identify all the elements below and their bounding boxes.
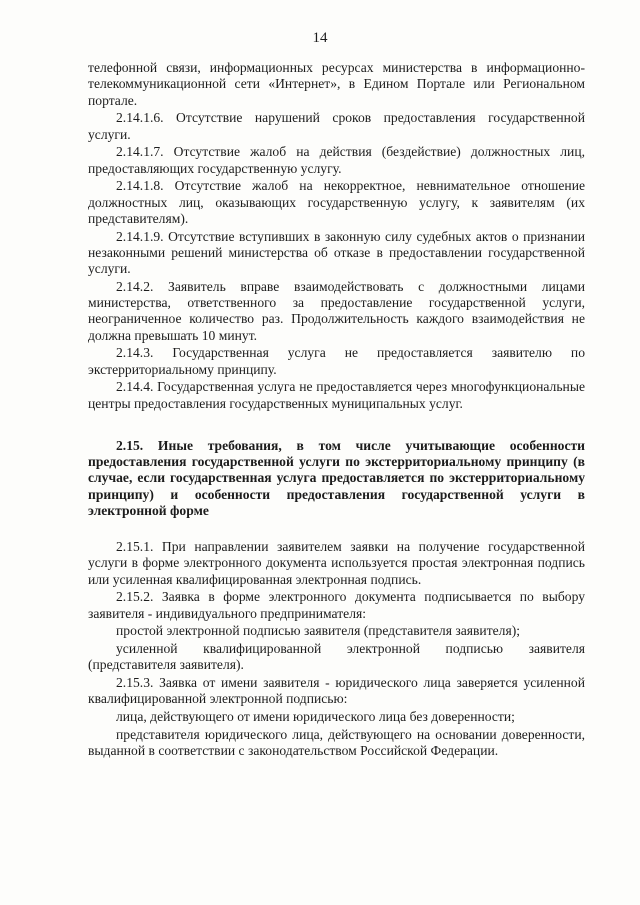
paragraph: телефонной связи, информационных ресурсах министерства в информационно-телекоммуникационной сети «Интернет», в Едином Портале или Региональном портале. <box>88 60 585 108</box>
paragraph-2-14-1-9: 2.14.1.9. Отсутствие вступивших в законную силу судебных актов о признании незаконными решений министерства об отказе в предоставлении государственной услуги. <box>88 228 585 277</box>
paragraph-2-14-1-6: 2.14.1.6. Отсутствие нарушений сроков предоставления государственной услуги. <box>88 110 585 142</box>
list-item: представителя юридического лица, действующего на основании доверенности, выданной в соответствии с законодательством Российской Федерации. <box>88 726 585 758</box>
paragraph-2-14-4: 2.14.4. Государственная услуга не предоставляется через многофункциональные центры предоставления государственных муниципальных услуг. <box>88 379 585 411</box>
paragraph-2-14-1-8: 2.14.1.8. Отсутствие жалоб на некорректное, невнимательное отношение должностных лиц, оказывающих государственную услугу, к заявителям (их представителям). <box>88 178 585 226</box>
list-item: простой электронной подписью заявителя (представителя заявителя); <box>116 623 521 639</box>
list-item: лица, действующего от имени юридического лица без доверенности; <box>116 708 515 724</box>
paragraph-2-14-2: 2.14.2. Заявитель вправе взаимодействовать с должностными лицами министерства, ответственного за предоставление государственной услуги, неограниченное количество раз. Продолжительность каждого взаимодействия не должна превышать 10 минут. <box>88 278 585 343</box>
document-body <box>88 60 585 761</box>
paragraph-2-15-3: 2.15.3. Заявка от имени заявителя - юридического лица заверяется усиленной квалифицированной электронной подписью: <box>88 674 585 707</box>
list-item: усиленной квалифицированной электронной подписью заявителя (представителя заявителя). <box>88 640 585 673</box>
paragraph-2-15-1: 2.15.1. При направлении заявителем заявки на получение государственной услуги в форме электронного документа используется простая электронная подпись или усиленная квалифицированная электронная подпись. <box>88 538 585 587</box>
paragraph-2-15-2: 2.15.2. Заявка в форме электронного документа подписывается по выбору заявителя - индивидуального предпринимателя: <box>88 589 585 621</box>
section-heading-2-15: 2.15. Иные требования, в том числе учитывающие особенности предоставления государственной услуги по экстерриториальному принципу (в случае, если государственная услуга предоставляется по экстерриториальному принципу) и особенности предоставления государственной услуги в электронной форме <box>88 437 585 518</box>
paragraph-2-14-3: 2.14.3. Государственная услуга не предоставляется заявителю по экстерриториальному принципу. <box>88 345 585 377</box>
paragraph-2-14-1-7: 2.14.1.7. Отсутствие жалоб на действия (бездействие) должностных лиц, предоставляющих государственную услугу. <box>88 144 585 176</box>
page-number: 14 <box>312 30 328 46</box>
